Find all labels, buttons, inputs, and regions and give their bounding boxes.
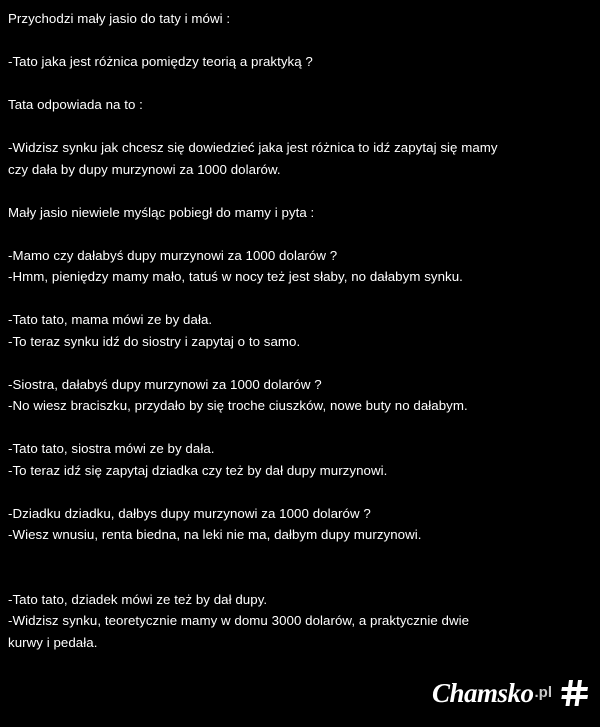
joke-line: -Tato tato, mama mówi ze by dała. bbox=[8, 312, 213, 327]
joke-line: Tata odpowiada na to : bbox=[8, 97, 143, 112]
joke-line bbox=[8, 288, 590, 310]
joke-line: -Widzisz synku jak chcesz się dowiedzieć jaka jest różnica to idź zapytaj się mamy bbox=[8, 140, 498, 155]
joke-line bbox=[8, 223, 590, 245]
joke-line: -Tato tato, siostra mówi ze by dała. bbox=[8, 441, 215, 456]
watermark-name: Chamsko bbox=[431, 677, 534, 708]
joke-line: -To teraz idź się zapytaj dziadka czy też by dał dupy murzynowi. bbox=[8, 462, 388, 478]
joke-line: -Widzisz synku, teoretycznie mamy w domu 3000 dolarów, a praktycznie dwie bbox=[8, 613, 470, 628]
joke-line: Mały jasio niewiele myśląc pobiegł do mamy i pyta : bbox=[8, 204, 315, 220]
watermark bbox=[432, 675, 590, 709]
joke-line bbox=[8, 352, 590, 374]
joke-line: -Tato jaka jest różnica pomiędzy teorią a praktyką ? bbox=[8, 54, 313, 69]
joke-line: -Siostra, dałabyś dupy murzynowi za 1000 dolarów ? bbox=[8, 376, 322, 392]
joke-line: -Dziadku dziadku, dałbys dupy murzynowi za 1000 dolarów ? bbox=[8, 505, 371, 521]
joke-line bbox=[8, 567, 590, 589]
joke-line: czy dała by dupy murzynowi za 1000 dolarów. bbox=[8, 161, 281, 177]
joke-line: -Wiesz wnusiu, renta biedna, na leki nie ma, dałbym dupy murzynowi. bbox=[8, 527, 422, 542]
watermark-suffix: .pl bbox=[534, 683, 552, 701]
hash-logo-icon bbox=[560, 678, 590, 708]
joke-line bbox=[8, 116, 590, 138]
joke-line: kurwy i pedała. bbox=[8, 634, 98, 650]
joke-line: -Mamo czy dałabyś dupy murzynowi za 1000 dolarów ? bbox=[8, 247, 338, 263]
joke-line: Przychodzi mały jasio do taty i mówi : bbox=[8, 11, 231, 26]
joke-line bbox=[8, 417, 590, 439]
joke-line: -No wiesz braciszku, przydało by się troche ciuszków, nowe buty no dałabym. bbox=[8, 398, 468, 413]
joke-line bbox=[8, 180, 590, 202]
joke-line: -To teraz synku idź do siostry i zapytaj o to samo. bbox=[8, 333, 301, 349]
joke-line: -Tato tato, dziadek mówi ze też by dał dupy. bbox=[8, 591, 268, 607]
joke-line: -Hmm, pieniędzy mamy mało, tatuś w nocy też jest słaby, no dałabym synku. bbox=[8, 269, 463, 284]
joke-line bbox=[8, 481, 590, 503]
joke-line bbox=[8, 546, 590, 568]
joke-line bbox=[8, 73, 590, 95]
joke-line bbox=[8, 30, 590, 52]
